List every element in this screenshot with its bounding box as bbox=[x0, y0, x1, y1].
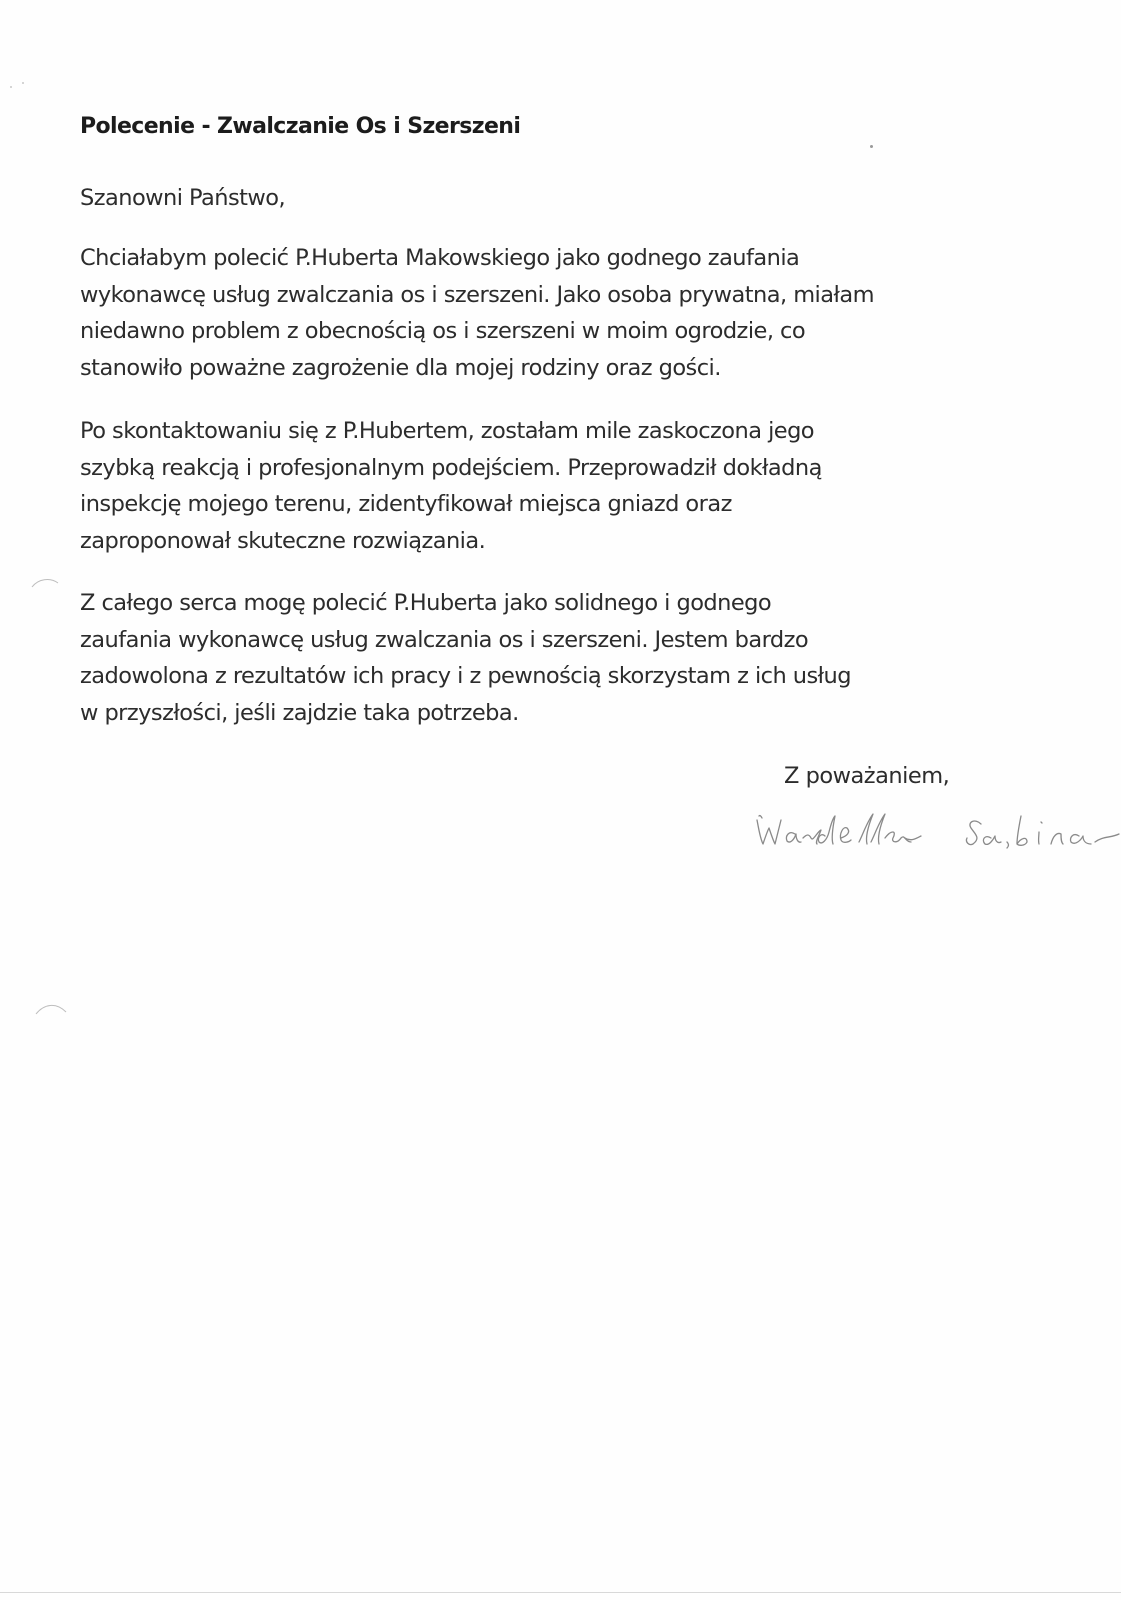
letter-closing: Z poważaniem, bbox=[784, 763, 950, 789]
scan-edge-line bbox=[0, 1592, 1121, 1593]
scan-speck bbox=[870, 145, 873, 148]
paragraph-line: zadowolona z rezultatów ich pracy i z pewnością skorzystam z ich usług bbox=[80, 663, 851, 689]
paragraph-line: szybką reakcją i profesjonalnym podejściem. Przeprowadził dokładną bbox=[80, 454, 822, 481]
letter-greeting bbox=[80, 180, 980, 217]
paragraph-line: wykonawcę usług zwalczania os i szerszeni. Jako osoba prywatna, miałam bbox=[80, 281, 874, 308]
paragraph-line: w przyszłości, jeśli zajdzie taka potrzeba. bbox=[80, 699, 519, 726]
scan-speck bbox=[22, 82, 24, 84]
paragraph-line: Z całego serca mogę polecić P.Huberta jako solidnego i godnego bbox=[80, 590, 772, 616]
paragraph-line: zaproponował skuteczne rozwiązania. bbox=[80, 527, 486, 554]
punch-hole-shadow bbox=[30, 575, 60, 591]
paragraph-line: inspekcję mojego terenu, zidentyfikował miejsca gniazd oraz bbox=[80, 491, 732, 517]
paragraph-1 bbox=[80, 240, 980, 386]
paragraph-line: zaufania wykonawcę usług zwalczania os i szerszeni. Jestem bardzo bbox=[80, 626, 809, 653]
paragraph-3 bbox=[80, 585, 980, 731]
handwritten-signature bbox=[755, 808, 1121, 868]
letter-title: Polecenie - Zwalczanie Os i Szerszeni bbox=[80, 114, 521, 139]
punch-hole-shadow bbox=[34, 1000, 68, 1018]
paragraph-line: Chciałabym polecić P.Huberta Makowskiego jako godnego zaufania bbox=[80, 245, 800, 271]
paragraph-2 bbox=[80, 413, 980, 559]
paragraph-line: stanowiło poważne zagrożenie dla mojej rodziny oraz gości. bbox=[80, 354, 721, 381]
greeting-text: Szanowni Państwo, bbox=[80, 185, 286, 211]
paragraph-line: Po skontaktowaniu się z P.Hubertem, zostałam mile zaskoczona jego bbox=[80, 418, 815, 444]
scan-speck bbox=[10, 86, 12, 88]
paragraph-line: niedawno problem z obecnością os i szerszeni w moim ogrodzie, co bbox=[80, 318, 806, 344]
